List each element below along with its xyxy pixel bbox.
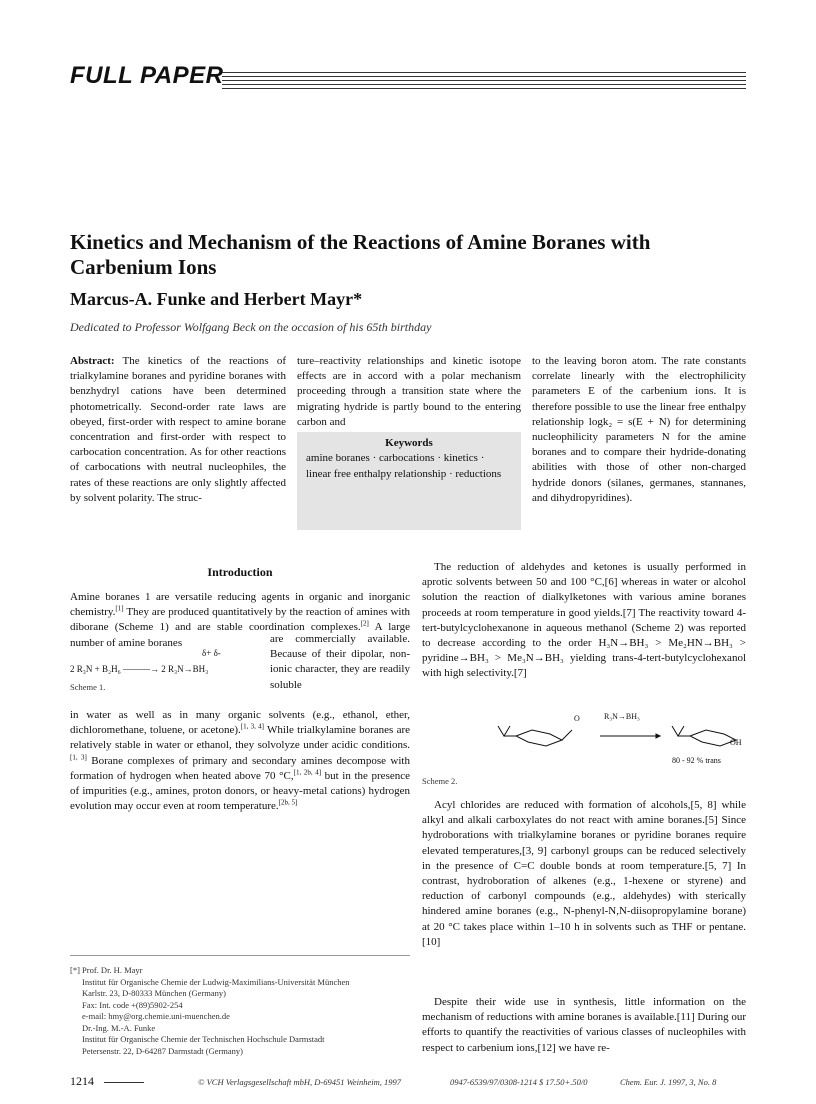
scheme-1-label: Scheme 1. (70, 682, 106, 692)
header-label: FULL PAPER (70, 62, 224, 89)
right-paragraph-1: The reduction of aldehydes and ketones is usually performed in aprotic solvents between 50 and 100 °C,[6] whereas in water or alcohol solution the reaction of dialkylketones with various amine boranes proceeds at room temperature in good yields.[7] The reactivity toward 4-tert-butylcyclohexanone in aqueous methanol (Scheme 2) was reported to decrease according to the order H₃N→BH₃ > Me₂HN→BH₃ > pyridine→BH₃ > Me₃N→BH₃ yielding trans-4-tert-butylcyclohexanol with high selectivity.[7] (422, 561, 746, 680)
scheme-2-hydroxyl: OH (730, 738, 742, 747)
keywords-box (297, 432, 521, 530)
scheme-2-oxygen: O (574, 714, 580, 723)
introduction-paragraph-bottom: in water as well as in many organic solvents (e.g., ethanol, ether, dichloromethane, toluene, or acetone).[1, 3, 4] While trialkylamine boranes are relatively stable in water or ethanol, they solvolyze under acidic conditions.[1, 3] Borane complexes of primary and secondary amines decompose with formation of hydrogen when heated above 70 °C,[1, 2b, 4] but in the presence of impurities (e.g., amines, proton donors, or heavy-metal cations) hydrogen evolution may occur even at room temperature.[2b, 5] (70, 709, 410, 813)
footer-publisher: © VCH Verlagsgesellschaft mbH, D-69451 Weinheim, 1997 (198, 1077, 402, 1087)
footer-issn: 0947-6539/97/0308-1214 $ 17.50+.50/0 (450, 1077, 588, 1087)
introduction-heading: Introduction (207, 565, 273, 579)
footnote: [*] Prof. Dr. H. Mayr Institut für Organische Chemie der Ludwig-Maximilians-Universität München Karlstr. 23, D-80333 München (Germany) Fax: Int. code +(89)5902-254 e-mail: hmy@org.chemie.uni-muenchen.de Dr.-Ing. M.-A. Funke Institut für Organische Chemie der Technischen Hochschule Darmstadt Petersenstr. 22, D-64287 Darmstadt (Germany) (70, 965, 350, 1056)
page-number: 1214 (70, 1074, 94, 1088)
article-dedication: Dedicated to Professor Wolfgang Beck on the occasion of his 65th birthday (70, 320, 432, 334)
footer-rule (104, 1082, 144, 1083)
keywords-title: Keywords (385, 437, 433, 449)
abstract-column-1 (70, 354, 286, 506)
abstract-label: Abstract: (70, 355, 115, 367)
article-authors: Marcus-A. Funke and Herbert Mayr* (70, 289, 363, 309)
article-title: Kinetics and Mechanism of the Reactions of Amine Boranes with Carbenium Ions (70, 230, 651, 279)
introduction-side-text: are commercially available. Because of their dipolar, non-ionic character, they are readily soluble (270, 633, 410, 691)
abstract-text-1: The kinetics of the reactions of trialkylamine boranes and pyridine boranes with benzhydryl cations have been determined photometrically. Second-order rate laws are obeyed, first-order with respect to amine borane concentration and first-order with respect to carbocation concentration. As for other reactions of carbocations with neutral nucleophiles, the rates of these reactions are only slightly affected by solvent polarity. The struc- (70, 355, 286, 504)
scheme-2-label: Scheme 2. (422, 776, 458, 786)
abstract-text-2: ture–reactivity relationships and kinetic isotope effects are in accord with a polar mechanism proceeding through a transition state where the migrating hydride is partly bound to the entering carbon and (297, 355, 521, 428)
introduction-paragraph-top: Amine boranes 1 are versatile reducing agents in organic and inorganic chemistry.[1] They are produced quantitatively by the reaction of amines with diborane (Scheme 1) and are stable coordination complexes.[2] A large number of amine boranes (70, 591, 410, 649)
abstract-column-2 (297, 354, 521, 430)
abstract-text-3: to the leaving boron atom. The rate constants correlate linearly with the electrophilicity parameters E of the carbenium ions. It is therefore possible to use the linear free enthalpy relationship logk₂ = s(E + N) for determining nucleophilicity parameters N for the amine boranes and to compare their hydride-donating abilities with those of other non-charged hydride donors (silanes, germanes, stannanes, and dihydropyridines). (532, 355, 746, 504)
footnote-rule (70, 955, 410, 956)
scheme-1-charges: δ+ δ- (202, 648, 221, 658)
abstract-column-3 (532, 354, 746, 506)
footer-journal: Chem. Eur. J. 1997, 3, No. 8 (620, 1077, 717, 1087)
right-paragraph-3: Despite their wide use in synthesis, little information on the mechanism of reductions with amine boranes is available.[11] During our efforts to quantify the reactivities of various classes of nucleophiles with respect to carbenium ions,[12] we have re- (422, 996, 747, 1054)
scheme-1-reaction: 2 R₃N + B₂H₆ ———→ 2 R₃N→BH₃ (70, 664, 209, 674)
keywords-text: amine boranes · carbocations · kinetics · linear free enthalpy relationship · reductions (306, 452, 502, 480)
scheme-2-yield: 80 - 92 % trans (672, 756, 721, 765)
scheme-2-reagent: R₃N→BH₃ (604, 712, 640, 721)
right-paragraph-2: Acyl chlorides are reduced with formation of alcohols,[5, 8] while alkyl and alkali carboxylates do not react with amine boranes.[5] Since hydroborations with trialkylamine boranes or pyridine boranes require elevated temperatures,[3, 9] carbonyl groups can be reduced selectively in the presence of C=C double bonds at room temperature.[5, 7] In contrast, hydroboration of alkenes (e.g., 1-hexene or styrene) and reduction of carbonyl compounds (e.g., aldehydes) with sterically hindered amine boranes (e.g., N-phenyl-N,N-diisopropylamine borane) at 20 °C takes place within 1–10 h in solvents such as THF or pentane.[10] (422, 799, 746, 948)
scheme-2 (422, 710, 746, 786)
